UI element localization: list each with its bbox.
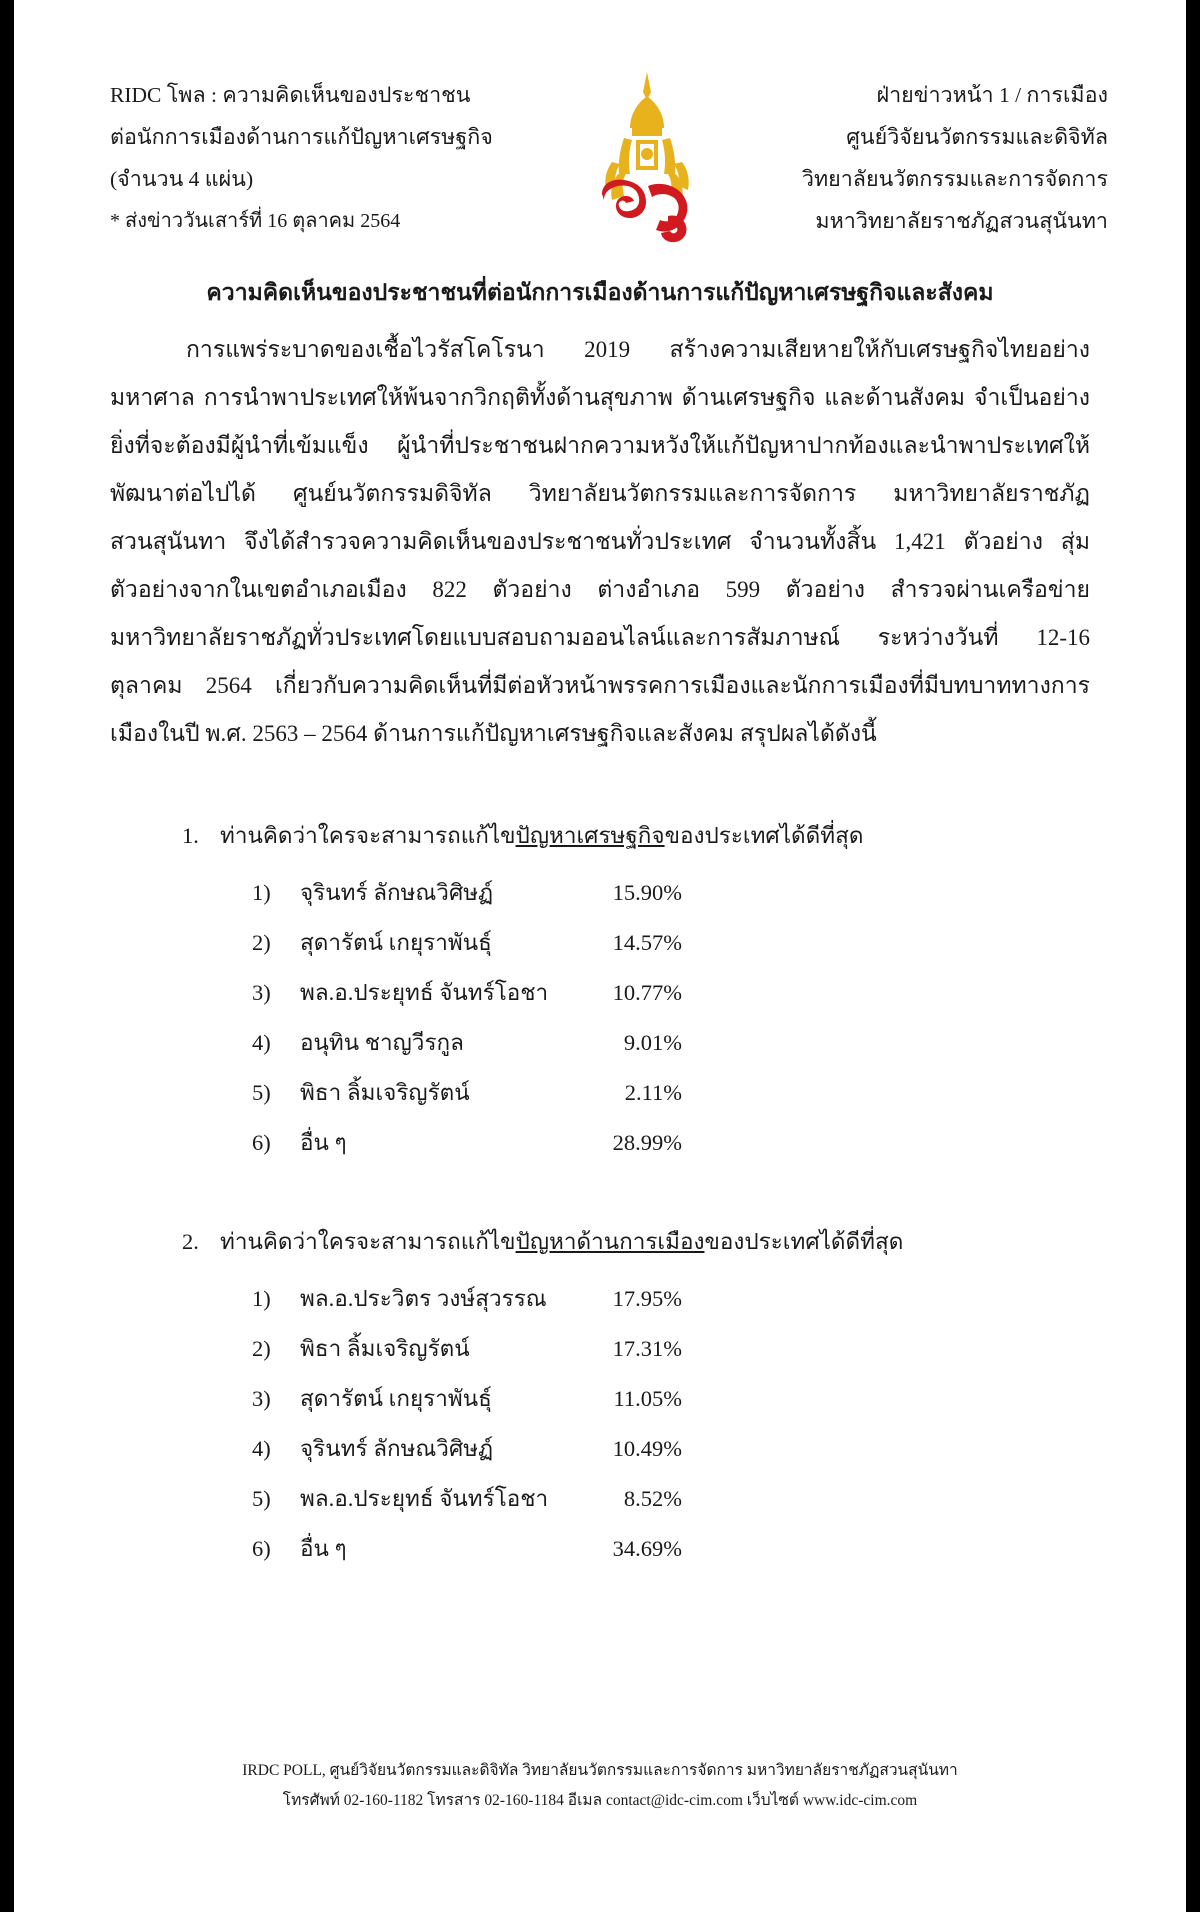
intro-paragraph: การแพร่ระบาดของเชื้อไวรัสโคโรนา 2019 สร้างความเสียหายให้กับเศรษฐกิจไทยอย่างมหาศาล การนำพาประเทศให้พ้นจากวิกฤติทั้งด้านสุขภาพ ด้านเศรษฐกิจ และด้านสังคม จำเป็นอย่างยิ่งที่จะต้องมีผู้นำที่เข้มแข็ง ผู้นำที่ประชาชนฝากความหวังให้แก้ปัญหาปากท้องและนำพาประเทศให้พัฒนาต่อไปได้ ศูนย์นวัตกรรมดิจิทัล วิทยาลัยนวัตกรรมและการจัดการ มหาวิทยาลัยราชภัฏสวนสุนันทา จึงได้สำรวจความคิดเห็นของประชาชนทั่วประเทศ จำนวนทั้งสิ้น 1,421 ตัวอย่าง สุ่มตัวอย่างจากในเขตอำเภอเมือง 822 ตัวอย่าง ต่างอำเภอ 599 ตัวอย่าง สำรวจผ่านเครือข่ายมหาวิทยาลัยราชภัฏทั่วประเทศโดยแบบสอบถามออนไลน์และการสัมภาษณ์ ระหว่างวันที่ 12-16 ตุลาคม 2564 เกี่ยวกับความคิดเห็นที่มีต่อหัวหน้าพรรคการเมืองและนักการเมืองที่มีบทบาททางการเมืองในปี พ.ศ. 2563 – 2564 ด้านการแก้ปัญหาเศรษฐกิจและสังคม สรุปผลได้ดังนี้ <box>110 337 1090 746</box>
question-heading-1 <box>14 816 1186 856</box>
footer-org-line: IRDC POLL, ศูนย์วิจัยนวัตกรรมและดิจิทัล วิทยาลัยนวัตกรรมและการจัดการ มหาวิทยาลัยราชภัฏสวนสุนันทา <box>242 1762 958 1779</box>
answer-number: 2) <box>252 1336 271 1361</box>
question-number-2: 2. <box>182 1229 199 1254</box>
answer-percent: 8.52% <box>623 1486 682 1511</box>
question-text-2-before: ท่านคิดว่าใครจะสามารถแก้ไข <box>220 1229 516 1254</box>
list-item <box>14 1474 1186 1524</box>
list-item <box>14 1324 1186 1374</box>
answer-name: จุรินทร์ ลักษณวิศิษฏ์ <box>300 880 494 905</box>
answer-percent: 28.99% <box>612 1130 682 1155</box>
answer-name: อื่น ๆ <box>300 1536 347 1561</box>
answer-name: สุดารัตน์ เกยุราพันธุ์ <box>300 1386 492 1411</box>
list-item <box>14 1374 1186 1424</box>
list-item <box>14 1524 1186 1574</box>
answer-number: 1) <box>252 1286 271 1311</box>
ssru-emblem-logo <box>572 66 722 246</box>
answer-number: 1) <box>252 880 271 905</box>
answer-percent: 2.11% <box>624 1080 682 1105</box>
header-left-line-1: RIDC โพล : ความคิดเห็นของประชาชน <box>110 83 471 107</box>
right-edge-band <box>1186 0 1200 1912</box>
header-left-block <box>110 74 493 242</box>
question-block-2 <box>14 1222 1186 1574</box>
left-edge-band <box>0 0 14 1912</box>
answer-name: พล.อ.ประยุทธ์ จันทร์โอชา <box>300 1486 549 1511</box>
answer-percent: 11.05% <box>613 1386 682 1411</box>
question-block-1 <box>14 816 1186 1168</box>
answer-percent: 17.31% <box>612 1336 682 1361</box>
list-item <box>14 1424 1186 1474</box>
answer-list-1 <box>14 868 1186 1168</box>
page-title: ความคิดเห็นของประชาชนที่ต่อนักการเมืองด้านการแก้ปัญหาเศรษฐกิจและสังคม <box>206 280 994 305</box>
answer-name: สุดารัตน์ เกยุราพันธุ์ <box>300 930 492 955</box>
answer-list-2 <box>14 1274 1186 1574</box>
answer-number: 3) <box>252 980 271 1005</box>
answer-percent: 14.57% <box>612 930 682 955</box>
answer-name: พิธา ลิ้มเจริญรัตน์ <box>300 1080 470 1105</box>
header-right-line-2: ศูนย์วิจัยนวัตกรรมและดิจิทัล <box>846 125 1108 149</box>
answer-percent: 10.49% <box>612 1436 682 1461</box>
answer-number: 4) <box>252 1030 271 1055</box>
answer-percent: 17.95% <box>612 1286 682 1311</box>
list-item <box>14 918 1186 968</box>
list-item <box>14 1274 1186 1324</box>
answer-number: 2) <box>252 930 271 955</box>
list-item <box>14 868 1186 918</box>
question-heading-2 <box>14 1222 1186 1262</box>
answer-number: 6) <box>252 1536 271 1561</box>
answer-number: 5) <box>252 1486 271 1511</box>
question-text-1-underlined: ปัญหาเศรษฐกิจ <box>515 823 665 848</box>
list-item <box>14 968 1186 1018</box>
list-item <box>14 1118 1186 1168</box>
answer-number: 3) <box>252 1386 271 1411</box>
document-header <box>14 0 1186 246</box>
answer-percent: 34.69% <box>612 1536 682 1561</box>
question-text-2-after: ของประเทศได้ดีที่สุด <box>704 1229 904 1254</box>
answer-number: 6) <box>252 1130 271 1155</box>
question-text-1 <box>220 816 863 856</box>
answer-percent: 10.77% <box>612 980 682 1005</box>
answer-name: พิธา ลิ้มเจริญรัตน์ <box>300 1336 470 1361</box>
header-right-block <box>802 74 1108 242</box>
answer-name: จุรินทร์ ลักษณวิศิษฏ์ <box>300 1436 494 1461</box>
question-text-2 <box>220 1222 903 1262</box>
list-item <box>14 1068 1186 1118</box>
questions-section <box>14 816 1186 1574</box>
question-text-1-after: ของประเทศได้ดีที่สุด <box>664 823 864 848</box>
answer-percent: 9.01% <box>623 1030 682 1055</box>
document-footer <box>14 1756 1186 1816</box>
answer-number: 5) <box>252 1080 271 1105</box>
question-text-1-before: ท่านคิดว่าใครจะสามารถแก้ไข <box>220 823 516 848</box>
list-item <box>14 1018 1186 1068</box>
header-right-line-3: วิทยาลัยนวัตกรรมและการจัดการ <box>801 167 1108 191</box>
answer-percent: 15.90% <box>612 880 682 905</box>
header-left-line-4: * ส่งข่าววันเสาร์ที่ 16 ตุลาคม 2564 <box>110 210 401 232</box>
question-text-2-underlined: ปัญหาด้านการเมือง <box>515 1229 705 1254</box>
header-right-line-4: มหาวิทยาลัยราชภัฏสวนสุนันทา <box>815 209 1108 233</box>
answer-number: 4) <box>252 1436 271 1461</box>
answer-name: อนุทิน ชาญวีรกูล <box>300 1030 464 1055</box>
header-left-line-2: ต่อนักการเมืองด้านการแก้ปัญหาเศรษฐกิจ <box>110 125 493 149</box>
question-number-1: 1. <box>182 823 199 848</box>
header-right-line-1: ฝ่ายข่าวหน้า 1 / การเมือง <box>876 83 1108 107</box>
answer-name: อื่น ๆ <box>300 1130 347 1155</box>
footer-contact-line: โทรศัพท์ 02-160-1182 โทรสาร 02-160-1184 อีเมล contact@idc-cim.com เว็บไซต์ www.idc-cim.com <box>282 1792 918 1809</box>
answer-name: พล.อ.ประยุทธ์ จันทร์โอชา <box>300 980 549 1005</box>
header-left-line-3: (จำนวน 4 แผ่น) <box>110 167 254 191</box>
document-sheet <box>14 0 1186 1912</box>
answer-name: พล.อ.ประวิตร วงษ์สุวรรณ <box>300 1286 547 1311</box>
